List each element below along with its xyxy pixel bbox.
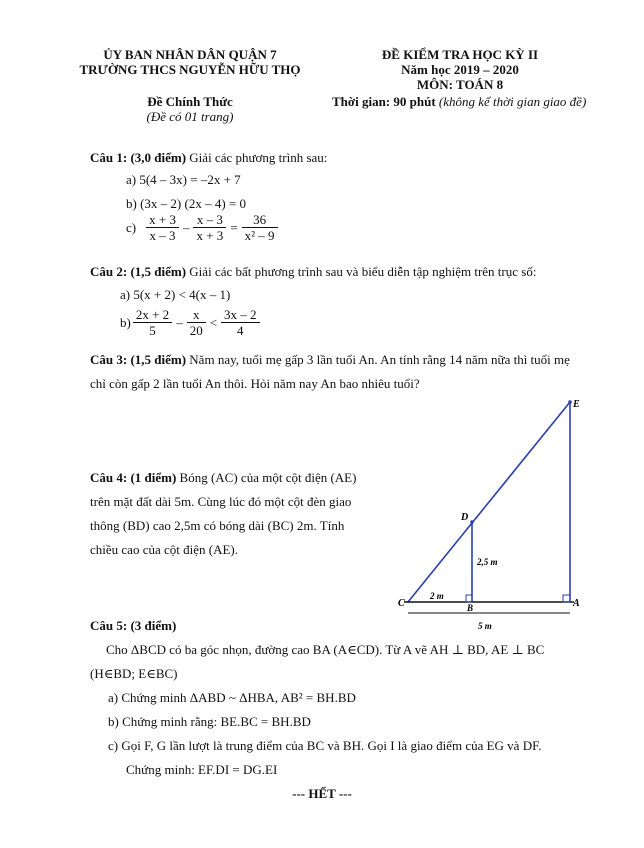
fraction: $\frac{2x + 2}{5}$ [133, 307, 172, 338]
label-c: C [398, 598, 405, 609]
label-e: E [573, 399, 580, 410]
header-school-year: Năm học 2019 – 2020 [401, 62, 519, 77]
question-5-intro2: (H∈BD; E∈BC) [90, 666, 178, 681]
right-angle-b [466, 595, 472, 602]
question-1-text: Giải các phương trình sau: [189, 150, 328, 165]
end-marker: --- HẾT --- [292, 786, 352, 801]
fraction: $\frac{3x - 2}{4}$ [221, 307, 260, 338]
question-5c-line1: c) Gọi F, G lần lượt là trung điểm của BC và BH. Gọi I là giao điểm của EG và DF. [108, 738, 542, 753]
question-1-label: Câu 1: (3,0 điểm) [90, 150, 187, 165]
line-ce [408, 402, 570, 602]
question-5-intro1: Cho ΔBCD có ba góc nhọn, đường cao BA (A∈CD). Từ A vẽ AH ⊥ BD, AE ⊥ BC [106, 642, 545, 657]
right-angle-a [563, 595, 570, 602]
header-school: TRƯỜNG THCS NGUYỄN HỮU THỌ [79, 62, 301, 77]
question-2b-label: b) [120, 314, 131, 330]
question-1a: a) 5(4 – 3x) = –2x + 7 [126, 172, 241, 187]
question-5-label: Câu 5: (3 điểm) [90, 618, 177, 633]
header-committee: ỦY BAN NHÂN DÂN QUẬN 7 [103, 47, 277, 62]
question-4-line2: trên mặt đất dài 5m. Cùng lúc đó một cột đèn giao [90, 494, 352, 509]
header-official: Đề Chính Thức [147, 94, 233, 109]
question-4-label: Câu 4: (1 điểm) [90, 470, 177, 485]
label-ca-length: 5 m [478, 621, 492, 631]
fraction: $\frac{x - 3}{x + 3}$ [193, 212, 226, 243]
question-1b: b) (3x – 2) (2x – 4) = 0 [126, 196, 246, 211]
label-a: A [573, 598, 580, 609]
time-label: Thời gian: 90 phút [332, 94, 436, 109]
fraction: $\frac{x}{20}$ [187, 307, 206, 338]
header-exam-title: ĐỀ KIỂM TRA HỌC KỲ II [381, 47, 539, 62]
question-2-label: Câu 2: (1,5 điểm) [90, 264, 187, 279]
question-5c-line2: Chứng minh: EF.DI = DG.EI [126, 762, 278, 777]
label-b: B [467, 603, 474, 613]
point-e [568, 400, 572, 404]
question-4-line4: chiều cao của cột điện (AE). [90, 542, 238, 557]
question-4-line1: Bóng (AC) của một cột điện (AE) [179, 470, 357, 485]
question-3-line1: Năm nay, tuổi mẹ gấp 3 lần tuổi An. An tính rằng 14 năm nữa thì tuổi mẹ [189, 352, 570, 367]
header-pages: (Đề có 01 trang) [146, 109, 234, 124]
question-2b: b) $\frac{2x + 2}{5}$ – $\frac{x}{20}$ < $\frac{3x - 2}{4}$ [120, 307, 262, 338]
question-5b: b) Chứng minh rằng: BE.BC = BH.BD [108, 714, 311, 729]
question-3-label: Câu 3: (1,5 điểm) [90, 352, 187, 367]
question-5a: a) Chứng minh ΔABD ~ ΔHBA, AB² = BH.BD [108, 690, 356, 705]
question-4-line3: thông (BD) cao 2,5m có bóng dài (BC) 2m. Tính [90, 518, 345, 533]
header-subject: MÔN: TOÁN 8 [416, 77, 504, 92]
time-note: (không kể thời gian giao đề) [438, 94, 587, 109]
question-1c-label: c) [126, 219, 137, 235]
question-2a: a) 5(x + 2) < 4(x – 1) [120, 287, 231, 302]
question-1c: c) $\frac{x + 3}{x - 3}$ – $\frac{x - 3}{x + 3}$ = $\frac{36}{\text{x² – 9}}$ [126, 212, 280, 243]
label-d: D [461, 512, 469, 523]
fraction: $\frac{x + 3}{x - 3}$ [146, 212, 179, 243]
fraction: $\frac{36}{\text{x² – 9}}$ [242, 212, 278, 243]
label-cb-length: 2 m [430, 591, 444, 601]
question-2-text: Giải các bất phương trình sau và biểu diễn tập nghiệm trên trục số: [189, 264, 537, 279]
point-d [470, 520, 474, 524]
label-bd-length: 2,5 m [477, 557, 498, 567]
question-3-line2: chỉ còn gấp 2 lần tuổi An thôi. Hỏi năm nay An bao nhiêu tuổi? [90, 376, 420, 391]
